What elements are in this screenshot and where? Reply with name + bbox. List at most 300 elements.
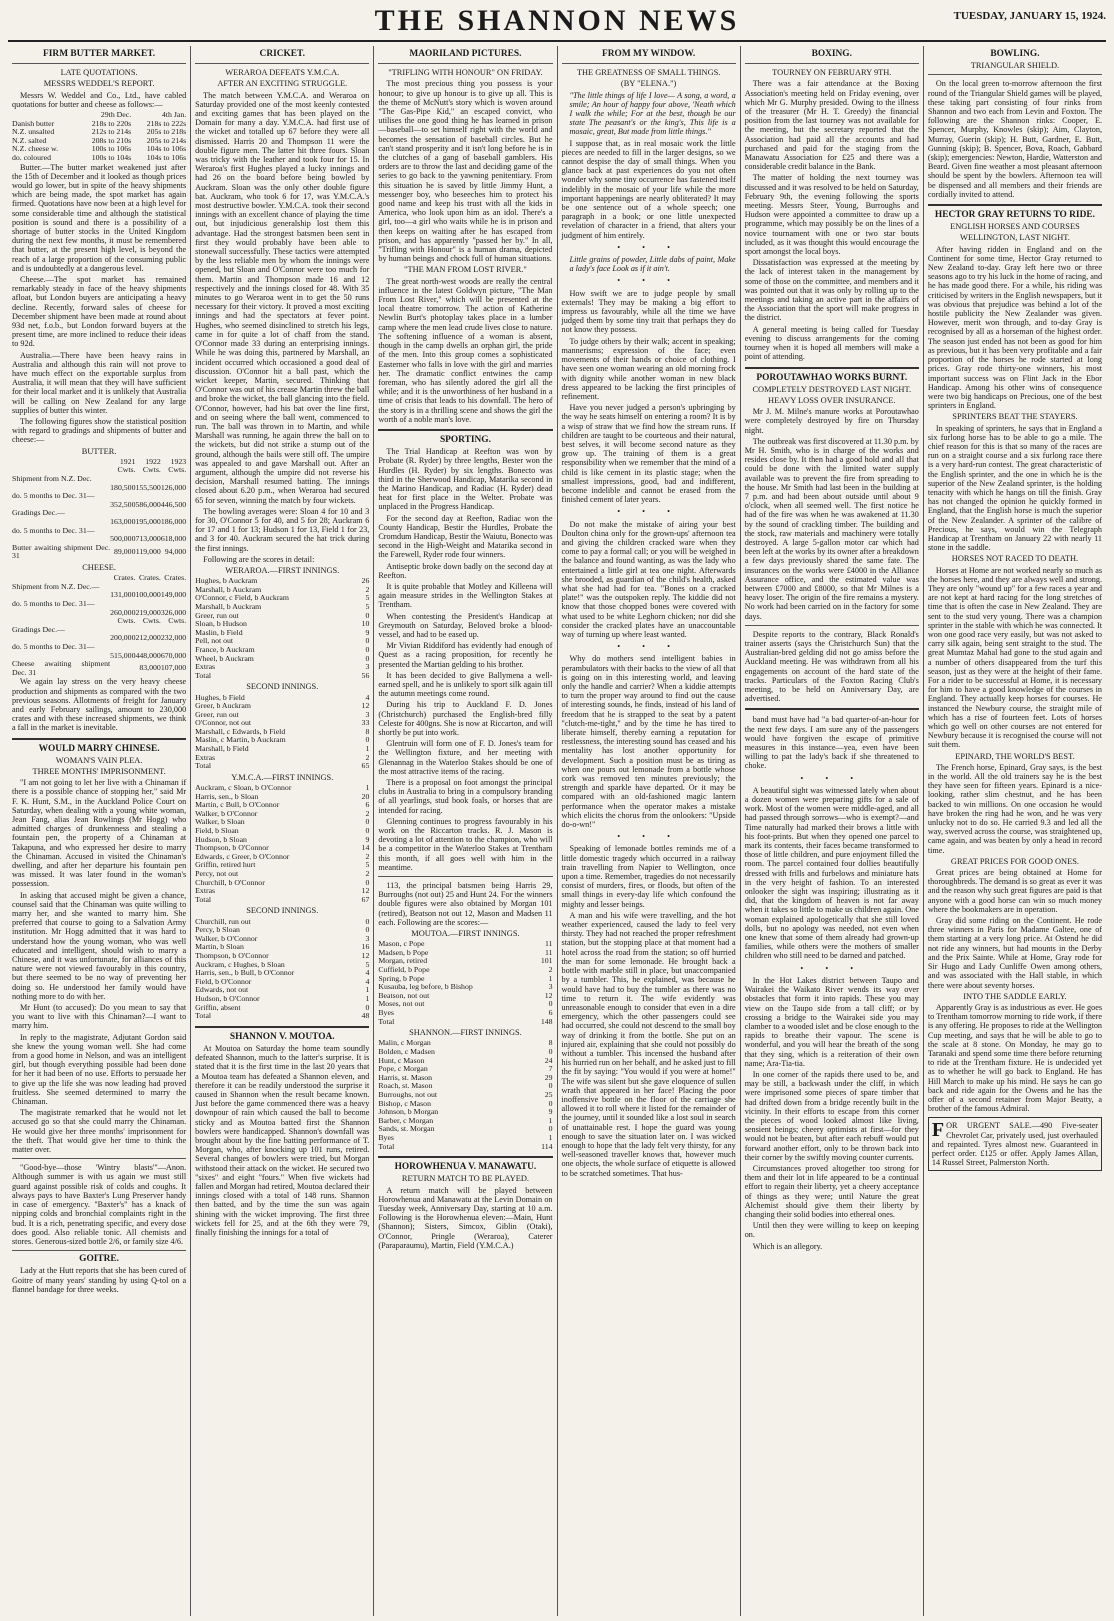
paragraph: Mr J. M. Milne's manure works at Poroutawhao were completely destroyed by fire on Thursday night. [744, 407, 919, 435]
table-cell: 3 [365, 933, 370, 943]
table-cell: 12 [544, 990, 553, 1000]
issue-date: TUESDAY, JANUARY 15, 1924. [953, 10, 1106, 22]
table-cell: Crates. [138, 573, 161, 583]
table-cell: 2 [548, 965, 553, 975]
table-cell: Martin, c Bull, b O'Connor [195, 800, 280, 810]
table-cell: 0 [365, 735, 370, 745]
headline-shannon-moutoa: SHANNON V. MOUTOA. [229, 1031, 335, 1042]
paragraph: The outbreak was first discovered at 11.30 p.m. by Mr H. Smith, who is in charge of the works and resides close by. It then had a good hold and all that could be done with the limited water supply available was to prevent the fire from spreading to the house. Mr Smith had last been in the building at 7 p.m. and had been about outside until about 9 o'clock, when all seemed well. The first notice he had of the fire was when he was awakened at 11.30 by the sound of crackling timber. The building and the stock, raw materials and machinery were totally destroyed. A large 5-gallon motor car which had been left at the works by its owner after a breakdown a few days previously shared the same fate. The insurances on the works were £4000 in the Alliance Assurance office, and the estimated value was between £7000 and £8000, so that Mr Milnes is a heavy loser. The origin of the fire remains a mystery. No work had been carried on in the factory for some days. [744, 436, 919, 621]
table-total-row [195, 896, 369, 905]
subhead: AFTER AN EXCITING STRUGGLE. [217, 79, 348, 89]
table-cell: Mason, c Pope [378, 939, 425, 949]
table-cell: 12 [361, 701, 370, 711]
table-cell: 104s to 106s [146, 144, 187, 154]
table-cell: Roach, st. Mason [378, 1081, 433, 1091]
table-cell: 1 [548, 1115, 553, 1125]
table-cell: do. 5 months to Dec. 31— [12, 598, 95, 608]
table-row [12, 544, 186, 561]
advertisement-text: Lady at the Hutt reports that she has been cured of Goitre of many years' standing by using Q-tol on a flannel bandage for three weeks. [12, 1266, 187, 1294]
headline-hector-gray: HECTOR GRAY RETURNS TO RIDE. [934, 210, 1095, 221]
table-cell: 4 [365, 692, 370, 702]
table-cell: Burroughs, not out [378, 1089, 438, 1099]
table-cell: 0 [365, 1002, 370, 1012]
paragraph: "I am not going to let her live with a Chinaman if there is a possible chance of stopping her," said Mr F. K. Hunt, S.M., in the Auckland Police Court on Saturday, when dealing with a young white woman, Jean Fang, alias Jean Rowlings (Mr Hogg) who admitted charges of drunkenness and stealing a fountain pen, the property of a Chinaman at Takapuna, and who expressed her desire to marry the Chinaman. Accused in visited the Chinaman's dwelling, and after her departure his fountain pen was missed. It was later found in the woman's possession. [12, 778, 187, 889]
headline-goitre: GOITRE. [79, 1254, 120, 1265]
table-cell: 101 [540, 956, 553, 966]
table-cell: Thompson, b O'Connor [195, 843, 269, 853]
table-cell: 1 [365, 783, 370, 793]
table-cell: Walker, b O'Connor [195, 808, 258, 818]
paragraph: A general meeting is being called for Tuesday evening to discuss arrangements for the coming tourney when it is hoped all members will make a point of attending. [744, 324, 919, 362]
table-cell: 3 [548, 982, 553, 992]
table-cell: 0 [365, 925, 370, 935]
headline-butter-market: FIRM BUTTER MARKET. [43, 49, 156, 59]
subhead: WERAROA DEFEATS Y.M.C.A. [225, 68, 340, 78]
table-cell: Sands, st. Morgan [378, 1124, 435, 1134]
table-cell: O'Connor, not out [195, 718, 252, 728]
headline-boxing: BOXING. [811, 49, 852, 59]
table-cell: 29 [544, 1072, 553, 1082]
subhead: EPINARD, THE WORLD'S BEST. [955, 751, 1075, 761]
table-cell: Auckram, c Hughes, b Sloan [195, 959, 285, 969]
table-cell: Auckram, c Sloan, b O'Connor [195, 783, 292, 793]
butter-statistics-table [12, 458, 186, 561]
table-cell: 0 [365, 636, 370, 646]
table-cell: Harris, sen., b Bull, b O'Connor [195, 968, 295, 978]
table-cell: Extras [195, 752, 216, 762]
paragraph: For the second day at Reefton, Radiac won the County Handicap, Bestir the Hurdles, Probate the Cromdum Handicap, Bestir the Waiutu, Bonecto was second in the High-Weight and Matarika second in the Farewell, Ryder rode four winners. [378, 513, 553, 560]
paragraph: Mr Hunt (to accused): Do you mean to say that you want to live with this Chinaman?—I want to marry him. [12, 1003, 187, 1031]
table-cell: N.Z. unsalted [12, 127, 55, 137]
table-heading: MOUTOA.—FIRST INNINGS. [411, 929, 520, 939]
column-2 [191, 46, 374, 1616]
table-cell: Griffin, retired hurt [195, 860, 256, 870]
paragraph: The bowling averages were: Sloan 4 for 10 and 3 for 30, O'Connor 5 for 40, and 5 for 28; Auckram 6 for 17 and 1 for 13; Hudson 1 for 13, Field 1 for 23, and 3 for 40. Auckram secured the hat trick during the first innings. [195, 506, 370, 553]
table-cell: O'Connor, c Field, b Auckram [195, 593, 289, 603]
table-cell: Marshall, b Auckram [195, 584, 262, 594]
paragraph: There is a proposal on foot amongst the principal clubs in Australia to bring in a compulsory branding of all yearlings, stud book foals, or horses that are intended for racing. [378, 778, 553, 815]
table-cell: 0 [365, 826, 370, 836]
dateline: WELLINGTON, LAST NIGHT. [960, 233, 1070, 243]
table-total-row [378, 1143, 552, 1152]
table-cell: do. 5 months to Dec. 31— [12, 525, 95, 535]
table-cell: 186,000 [160, 517, 187, 527]
divider [195, 1026, 369, 1028]
table-cell: 7 [548, 1064, 553, 1074]
headline-poroutawhao-fire: POROUTAWHAO WORKS BURNT. [756, 372, 908, 383]
table-cell: Crates. [113, 573, 136, 583]
subhead: THE GREATNESS OF SMALL THINGS. [576, 68, 721, 78]
table-cell: 119,000 [135, 547, 161, 557]
paragraph: After having ridden in England and on the Continent for some time, Hector Gray returned to New Zealand to-day. Gray left here two or three seasons ago to try his luck in the home of racing, and he has made good there. For a while, his riding was criticised by writers in the English newspapers, but it was obvious that prejudice was behind a lot of the hostile publicity the New Zealander was given. However, merit won through, and to-day Gray is recognised by all as a horseman of the highest order. The season just ended has not been as good for him as previous, but it has been very profitable and a fair proportion of the horses he rode started at long prices. Gray rode thirty-one winners, his most important success was on Flint Jack in the Ebor Handicap. Among his other wins of consequence were two big handicaps on Precious, one of the best sprinters in England. [927, 244, 1103, 411]
table-cell: 107,000 [160, 663, 187, 673]
table-cell: Total [195, 894, 212, 904]
paragraph: Speaking of lemonade bottles reminds me of a little domestic tragedy which occurred in a railway train travelling from Napier to Wellington, once upon a time. Remember, tragedies do not necessarily consist of murders, fires, or floods, but often of the small things in every-day life which confound the mighty and lesser beings. [561, 844, 736, 909]
table-cell: Hudson, b O'Connor [195, 993, 260, 1003]
table-cell: Field, b O'Connor [195, 976, 252, 986]
table-cell: Churchill, b O'Connor [195, 877, 265, 887]
section-break: • • • [617, 642, 680, 652]
classified-advertisement [928, 1117, 1102, 1171]
table-row [378, 1009, 552, 1018]
headline-cricket: CRICKET. [259, 49, 305, 59]
table-cell: 8 [548, 1038, 553, 1048]
table-cell: 713,000 [135, 534, 161, 544]
divider [195, 63, 369, 64]
table-cell: 126,000 [160, 482, 187, 492]
table-cell: do. 5 months to Dec. 31— [12, 641, 95, 651]
divider [745, 708, 919, 710]
table-cell: do. coloured [12, 152, 51, 162]
table-cell: 9 [365, 834, 370, 844]
table-cell: 67 [361, 894, 370, 904]
table-cell: 232,000 [160, 633, 187, 643]
paragraph: It is quite probable that Motley and Killeena will again measure strides in the Wellington Stakes at Trentham. [378, 581, 553, 610]
table-cell: 12 [361, 886, 370, 896]
byline: (BY "ELENA.") [620, 79, 677, 89]
table-cell: 9 [548, 1107, 553, 1117]
table-cell: 5 [365, 593, 370, 603]
divider [378, 429, 552, 431]
table-cell: 352,500 [110, 499, 136, 509]
table-cell: 1 [365, 993, 370, 1003]
table-row [12, 660, 186, 677]
scorecard-weraroa-1 [195, 577, 369, 680]
column-4 [558, 46, 741, 1616]
table-heading: Y.M.C.A.—FIRST INNINGS. [231, 772, 334, 782]
table-cell: Extras [195, 662, 216, 672]
scorecard-moutoa [378, 940, 552, 1026]
table-cell: Gradings Dec.— [12, 508, 65, 518]
table-cell: Bishop, c Mason [378, 1098, 431, 1108]
table-cell: 9 [365, 627, 370, 637]
table-cell: Total [195, 1011, 212, 1021]
table-cell: 12 [361, 950, 370, 960]
table-cell: 8 [365, 726, 370, 736]
subhead: "TRIFLING WITH HONOUR" ON FRIDAY. [388, 68, 543, 78]
table-cell: France, b Auckram [195, 644, 255, 654]
paragraph: Glentruin will form one of F. D. Jones's team for the Wellington fixture, and her meeting with Glenannag in the Waterloo Stakes should be one of the most attractive items of the racing. [378, 739, 553, 776]
subhead: COMPLETELY DESTROYED LAST NIGHT. [752, 384, 912, 394]
table-cell: Byes [378, 1132, 394, 1142]
divider [12, 63, 186, 64]
table-heading: SECOND INNINGS. [246, 906, 319, 916]
table-cell: 1 [548, 973, 553, 983]
paragraph: Dissatisfaction was expressed at the meeting by the lack of interest taken in the management by some of those on the committee, and members and it was pointed out that it was only by rolling up to the meetings and taking an active part in the affairs of the Association that the sport will make progress in the district. [744, 258, 919, 323]
table-total-row [378, 1018, 552, 1027]
table-cell: 218s to 220s [91, 118, 132, 128]
table-cell: Edwards, c Greer, b O'Connor [195, 851, 290, 861]
paragraph: Antiseptic broke down badly on the second day at Reefton. [378, 561, 553, 580]
divider [928, 74, 1102, 75]
table-cell: 163,000 [110, 517, 136, 527]
table-heading: WERAROA.—FIRST INNINGS. [225, 565, 340, 575]
table-cell: 4 [365, 968, 370, 978]
table-cell: 2 [365, 851, 370, 861]
table-cell: Extras [195, 886, 216, 896]
table-cell: Greer, run out [195, 610, 239, 620]
table-cell: Butter awaiting shipment Dec. 31 [12, 542, 111, 561]
paragraph: band must have had "a bad quarter-of-an-hour for the next few days. I am sure any of the passengers would have forgiven the escape of primitive measures in this instance—yea, even have been willing to pat the lady's back if she threatened to choke. [744, 715, 919, 771]
table-cell: 618,000 [160, 534, 187, 544]
table-cell: Walker, b O'Connor [195, 933, 258, 943]
paragraph: The magistrate remarked that he would not let accused go so that she could marry the Chinaman. He would give her three months' imprisonment for the theft. That would give her time to think the matter over. [12, 1108, 187, 1155]
table-cell: 100s to 106s [91, 144, 132, 154]
table-cell: 180,500 [110, 482, 136, 492]
table-row [12, 154, 186, 163]
table-row [378, 1125, 552, 1134]
table-cell: 515,000 [110, 650, 136, 660]
verse: "The little things of life I love— A song, a word, a smile; An hour of happy four above, 'Neath which I walk the while; For at the best, though be our state The peasant's or the king's, This life is a mosaic, great, But made from little things." [569, 90, 736, 137]
table-cell: Hudson, b Sloan [195, 834, 247, 844]
table-cell: Crates. [164, 573, 187, 583]
table-cell: 10 [361, 619, 370, 629]
table-cell: 5 [365, 601, 370, 611]
paragraph: Following are the scores in detail: [203, 554, 315, 564]
headline-maoriland-pictures: MAORILAND PICTURES. [409, 49, 522, 59]
paragraph: A man and his wife were travelling, and the hot weather experienced, caused the lady to feel very thirsty. They had not reached the proper refreshment station, but the stopping place at that moment had a hotel across the road from the station; so off hurried the man for some lemonade. He brought back a bottle with marble still in place, but unaccompanied by a tumbler. This, he explained, was because he would have had to buy the tumbler as there was no time to return it. The wife evidently was unreasonable enough to consider that even in a dire emergency, which the other passengers could see had occurred, she could not descend to the small boy way of drinking it from the bottle. She put on an injured air, explaining that she could not possibly do without a tumbler. This incensed the husband after his hurried run on her behalf, and he asked just to fill the fit by saying: "You would if you were at home!" The wife was silent but she gave eloquence of sullen wrath that appeared in her face! Placing the poor inoffensive bottle on the floor of the carriage she allowed it to roll where it listed for the remainder of the journey, until it sounded like a lost soul in search of unattainable rest. I hope the guard was young enough to save the situation later on. I was wicked enough to hope that the lady felt very thirsty, for any well-seasoned traveller knows that, however much one objects, the whole surface of etiquette is allowed to be scratched sometimes. That hus- [561, 910, 736, 1178]
paragraph: The great north-west woods are really the central influence in the latest Goldwyn picture, "The Man From Lost River," which will be presented at the local theatre tomorrow. The action of Katherine Newlin Burt's photoplay takes place in a lumber camp where the men lead crude lives close to nature. The softening influence of a woman is absent, though in the camp dwells an orphan girl, the pride of the men. Into this group comes a sophisticated Easterner who falls in love with the girl and marries her. The dramatic conflict entwines the camp foreman, who has silently adored the girl all the while; and it is the unworthiness of her husband in a time of crisis that leads to his downfall. The hero of the story is in a thrilling scene and shows the girl the worth of a noble man's love. [378, 276, 553, 424]
table-cell [110, 660, 135, 677]
subhead: GREAT PRICES FOR GOOD ONES. [950, 856, 1079, 866]
table-cell: 3 [365, 662, 370, 672]
table-cell: 149,000 [160, 590, 187, 600]
section-break: • • • [800, 963, 864, 973]
table-cell: 89,000 [114, 547, 136, 557]
table-cell: 114 [541, 1141, 553, 1151]
table-cell: 14 [361, 843, 370, 853]
table-cell: 0 [548, 1047, 553, 1057]
table-cell: Gradings Dec.— [12, 624, 65, 634]
paragraph: Australia.—There have been heavy rains in Australia and although this rain will not prove to have much effect on the exportable surplus from Australia, it will mean that they will have sufficient for their local market and it is unlikely that Australia will be calling on New Zealand for any large supplies of butter this winter. [12, 350, 187, 415]
butter-quotes-table [12, 111, 186, 163]
table-cell: Cwts. [142, 465, 161, 475]
column-1 [8, 46, 191, 1616]
table-cell: 1 [365, 985, 370, 995]
paragraph: The French horse, Epinard, Gray says, is the best in the world. All the old trainers say he is the best they have seen for fifteen years. Epinard is a nice-looking, rather slim chestnut, and he has been backed to win millions. On one occasion he would have broken the ring had he won, and he was very unlucky not to do so. He carried 9.3 and led all the way, swerved across the course, was straightened up, came again, and was beaten by only a head in record time. [927, 762, 1103, 855]
table-row [195, 655, 369, 664]
scorecard-weraroa-2 [195, 694, 369, 771]
table-cell: 0 [365, 610, 370, 620]
table-cell: Moses, not out [378, 999, 425, 1009]
paragraph: The match between Y.M.C.A. and Weraroa on Saturday provided one of the most keenly contested and exciting games that has been played on the Domain for many a day. Y.M.C.A. had first use of the wicket and totalled up 67 before they were all dismissed. Harris 20 and Thompson 11 were the double figure men. The latter hit three fours. Sloan was tricky with the leather and took four for 15. In Weraroa's first Hughes played a lucky innings and had 26 on the board before being bowled by Auckram. Sloan was the only other double figure bat. Auckram, who took 6 for 17, was Y.M.C.A.'s most destructive bowler. Y.M.C.A. took their second innings with an excellent chance of playing the time out, but injudicious generalship lost them this advantage. Had the strongest batsmen been sent in first they would probably have been able to stonewall successfully. These tactics were attempted by the less reliable men by whom the innings were opened, but Sloan and O'Connor were too much for them. Martin and Thompson made 16 and 12 respectively and the innings closed for 48. With 35 minutes to go Weraroa went in to get the 50 runs necessary for their victory. It proved a most exciting innings and had the spectators at fever point. Hughes, who seemed disinclined to stretch his legs, came in for quite a lot of chaff from the stand. O'Connor made 33 during an enterprising innings. While he was doing this, partnered by Marshall, an incident occurred which occasioned a good deal of discussion. O'Connor hit a ball past, which the wicket keeper, Martin, secured. Thinking that O'Connor was out of his crease Martin threw the ball and broke the wicket, the ball glancing into the field. O'Connor, however, had his bat over the line first, and on seeing where the ball went, commenced to run. The ball was thrown in to Martin, and while Marshall was running, he again threw the ball on to the wickets, but did not strike a stump out of the ground, although the bails were still off. The umpire was appealed to and gave Marshall out. After an argument, although the umpire did not reverse his decision, Marshall resumed batting. The innings closed about 6.20 p.m., when Weraroa had secured 65 for seven, winning the match by four wickets. [195, 90, 370, 505]
table-cell: Maslin, b Field [195, 627, 243, 637]
divider [928, 204, 1102, 206]
divider [745, 63, 919, 64]
table-cell: Cuffield, b Pope [378, 965, 430, 975]
table-cell: 131,000 [110, 590, 136, 600]
divider [745, 367, 919, 369]
table-cell: N.Z. cheese w. [12, 144, 59, 154]
table-cell: Churchill, run out [195, 916, 251, 926]
paragraph: Gray did some riding on the Continent. He rode three winners in Paris for Madame Galtee, one of them starting at a very long price. At Ostend he did not ride any winners, but had mounts in the Derby and the Prix Sainte. While at Home, Gray rode for Sir Hugo and Lady Cunliffe Owen among others, and was associated with the Hall stable, in which there were about seventy horses. [927, 916, 1103, 990]
scorecard-shannon [378, 1039, 552, 1151]
paragraph: Do not make the mistake of airing your best Doulton china only for the grown-ups' afternoon tea and giving the children cracked ware when they come to pay a formal call; or you will be weighed in the balance and found wanting, as was the lady who entertained a little girl at tea one night. Afterwards she brooded, as guardian of the child's health, asked what she had had for tea. "Bones on a cracked plate!" was the outspoken reply. The kiddie did not know that those chopped bones were covered with what used to be white Leghorn chicken; nor did she consider the cracked plates have an unaccountable way of turning up where least wanted. [561, 519, 736, 639]
paragraph: Which is an allegory. [752, 1241, 823, 1251]
paragraph: The matter of holding the next tourney was discussed and it was resolved to be held on Saturday, February 9th, the evening following the sports meeting. Messrs Steer, Young, Burroughs and Hudson were appointed a committee to draw up a programme, which may possibly be on the lines of a novice tournament with one or two star bouts included, as it was thought this would encourage the sport amongst the local boys. [744, 173, 919, 257]
table-cell: 0 [548, 999, 553, 1009]
scorecard-ymca-2 [195, 918, 369, 1021]
table-cell: Byes [378, 1008, 394, 1018]
table-row [195, 663, 369, 672]
table-cell: 1921 [119, 456, 136, 466]
masthead [8, 0, 1106, 42]
paragraph: To judge others by their walk; accent in speaking; mannerisms; expression of the face; even movements of their hands or choice of clothing. I have seen one woman wearing an old morning frock with dignity while another woman in new black dress appeared to be lacking the first principles of refinement. [561, 336, 736, 401]
table-heading: CHEESE. [82, 563, 116, 572]
table-cell: Total [378, 1141, 395, 1151]
paragraph: Horses at Home are not worked nearly so much as the horses here, and they are always well and strong. They are only "wound up" for a few races a year and are not kept at hard racing for the long stretches of time that is often the case in New Zealand. They are sent to the stud very young. There was a champion sprinter in the stable with which he was connected. It won one good race very easily, but was not asked to carry silk again, being sent straight to the stud. The great Mumtaz Mahal had gone to the stud again and a number of others disappeared from the turf this season, just as they were at the height of their fame. For a rider to be successful at Home, it is necessary for him to have a good knowledge of the courses in England. They actually keep horses for courses. He instanced the Newbury course, the straight mile of which has a rise of fourteen feet. Lots of horses which go well on other courses are not entered for Newbury because it is recognised the course will not suit them. [927, 565, 1103, 750]
table-heading: SHANNON.—FIRST INNINGS. [409, 1028, 522, 1038]
newspaper-title: THE SHANNON NEWS [374, 4, 740, 37]
table-cell: 0 [365, 916, 370, 926]
verse: Little grains of powder, Little dabs of paint, Make a lady's face Look as if it ain't. [569, 255, 736, 274]
table-cell: Total [195, 761, 212, 771]
table-cell: Greer, run out [195, 709, 239, 719]
table-cell: 25 [544, 1089, 553, 1099]
scorecard-ymca-1 [195, 784, 369, 904]
table-cell: 5 [365, 860, 370, 870]
table-cell: Spring, b Pope [378, 973, 425, 983]
column-5 [741, 46, 924, 1616]
table-cell: 6 [365, 800, 370, 810]
divider [562, 63, 736, 64]
paragraph: Despite reports to the contrary, Black Ronald's trainer asserts (says the Christchurch Sun) that the Australian-bred gelding did not go amiss before the Auckland meeting. He was withdrawn from all his engagements on account of the hard state of the tracks. Particulars of the Foxton Racing Club's meeting, to be held on Anniversary Day, are advertised. [744, 629, 919, 704]
table-cell: 448,000 [135, 650, 161, 660]
paragraph: Have you never judged a person's upbringing by the way he seats himself on entering a room? It is by a wisp of straw that we find how the stream runs. If children are taught to be courteous and their natural, best selves, it will become second nature as they grow up. The training of them is a great responsibility when we remember that the mind of a child is like cement in its plastic stage; when the smallest impressions, good, bad and indifferent, become indelible and cannot be erased from the finished cement of later years. [561, 403, 736, 505]
table-cell: 2 [365, 752, 370, 762]
table-cell: Cwts. [117, 616, 136, 626]
subhead: HORSES NOT RACED TO DEATH. [951, 554, 1079, 564]
table-heading: BUTTER. [81, 446, 117, 456]
table-cell: 2 [365, 868, 370, 878]
table-cell: Cwts. [117, 465, 136, 475]
table-cell: 3 [365, 709, 370, 719]
subhead: "THE MAN FROM LOST RIVER." [404, 265, 527, 275]
table-cell: 104s to 106s [146, 152, 187, 162]
cheese-statistics-table [12, 574, 186, 677]
table-cell: Maslin, c Martin, b Auckram [195, 735, 286, 745]
table-cell: Greer, b Auckram [195, 701, 251, 711]
table-row [378, 1134, 552, 1143]
advertisement-text: "Good-bye—those 'Wintry blasts'"—Anon. Although summer is with us again we must still guard against possible risk of colds and coughs. It always pays to have Baxter's Lung Preserver handy in case of emergency. "Baxter's" has a knack of nipping colds and bronchial complaints right in the bud. It is a rich, penetrating specific, and every dose does good. Also reliable tonic. All chemists and stores. Generous-sized bottle 2/6, or family size 4/6. [12, 1163, 187, 1246]
divider [12, 738, 186, 740]
table-cell: 33 [361, 718, 370, 728]
table-cell: 29th Dec. [100, 110, 132, 120]
subhead: WOMAN'S VAIN PLEA. [55, 755, 143, 765]
table-row [195, 879, 369, 888]
paragraph: During his trip to Auckland F. D. Jones (Christchurch) purchased the English-bred filly Celeste for 400gns. She is now at Riccarton, and will shortly be put into work. [378, 700, 553, 738]
table-cell: 2 [365, 584, 370, 594]
table-cell [12, 609, 110, 618]
paragraph: There was a fair attendance at the Boxing Association's meeting held on Friday evening, over which Mr G. Murphy presided. Owing to the illness of the treasurer (Mr H. T. Greedy) the financial position from the last tourney was not available for the meeting, but the secretary reported that the Association had paid all the accounts and had purchased and paid for the staging from the Manawatu Association for £25 and there was a considerable credit balance in the Bank. [744, 79, 919, 172]
headline-horowhenua-manawatu: HOROWHENUA V. MANAWATU. [394, 1162, 537, 1173]
table-cell: 24 [544, 1055, 553, 1065]
paragraph: In the Hot Lakes district between Taupo and Wairakei the Waikato River wends its way over obstacles that form it into rapids. These you may view on the Taupo side from a tall cliff; or by crossing a bridge to the Wairakei side you may clamber to a wooded islet and be close enough to the rapids to breathe their vapour. The scene is wonderful, and you will hear the breath of the song that they sing, which is a reiteration of their own name; Ara-Tia-tia. [744, 975, 919, 1068]
table-cell: Cheese awaiting shipment Dec. 31 [12, 659, 111, 677]
table-cell: 326,000 [160, 607, 187, 617]
paragraph: It has been decided to give Ballymena a well-earned spell, and he is unlikely to sport silk again till the autumn meetings come round. [378, 670, 553, 699]
divider [378, 1156, 552, 1158]
table-cell: 26 [361, 576, 370, 586]
table-cell: Thompson, b O'Connor [195, 950, 269, 960]
paragraph: In one corner of the rapids there used to be, and may be still, a backwash under the cliff, in which were imprisoned some pieces of spare timber that had drifted down from a bridge recently built in the vicinity. In their efforts to escape from this corner the pieces of wood looked almost like living, sensient beings; cheery optimists at first—for they would not be beaten, but after each rebuff would put forward another effort, only to be thrown back into their corner by the swiftly moving counter currents. [744, 1069, 919, 1162]
subhead: HEAVY LOSS OVER INSURANCE. [768, 395, 896, 405]
table-cell: Morgan, retired [378, 956, 428, 966]
table-cell: 205s to 218s [146, 127, 187, 137]
table-cell: Griffin, absent [195, 1002, 241, 1012]
table-cell: 208s to 210s [91, 135, 132, 145]
table-cell: 83,000 [139, 663, 161, 673]
table-cell: Cwts. [142, 616, 161, 626]
section-break: • • • [800, 773, 864, 783]
column-3 [374, 46, 557, 1616]
paragraph: In speaking of sprinters, he says that in England a six furlong horse has to be able to go a mile. The chief reason for this is that so many of the races are run on a straight course and a six furlong race there is a very hard-run contest. The great characteristic of the English sprinter, and the one in which he is the superior of the New Zealand sprinter, is the holding tenacity with which he hangs on till the finish. Gray has not changed the opinion he quickly formed in England, that the English horse is much the superior of the New Zealander. A sprinter of the calibre of Precious, he says, would win the Telegraph Handicap at Trentham on January 22 with nearly 11 stone in the saddle. [927, 423, 1103, 553]
table-cell: Martin, b Sloan [195, 942, 244, 952]
table-row [195, 745, 369, 754]
paragraph: Apparently Gray is as industrious as ever. He goes to Trentham tomorrow morning to ride work, if there is any offering. He proposes to ride at the Wellington Cup meeting, and says that he will be able to go to the scale at 8 stone. On Monday, he may go to Taranaki and spend some time there before returning to ride at the Trentham fixture. He is undecided yet as to whether he will go back to England. He has Hill March to make up his mind. He says he can go back and ride again for the Owens and he has the offer of a second retainer from Major Beatty, a brother of the famous Admiral. [927, 1002, 1103, 1114]
table-cell: Marshall, c Edwards, b Field [195, 726, 286, 736]
table-cell: 0 [365, 644, 370, 654]
table-cell: 205s to 214s [146, 135, 187, 145]
subhead: SPRINTERS BEAT THE STAYERS. [952, 412, 1078, 422]
table-heading: SECOND INNINGS. [246, 682, 319, 692]
paragraph: Butter.—The butter market weakened just after the 15th of December and it looked as though prices would go lower, but in spite of the heavy shipments which are being made, the spot market has again firmed. Quotations have now been at a high level for some considerable time and although the statistical position is sound and there is a possibility of a shortage of butter stocks in the United Kingdom during the next few months, it must be remembered that butter, at the present high level, is beyond the reach of a large proportion of the consuming public and is undoubtedly at a dangerous level. [12, 162, 187, 273]
table-cell: Danish butter [12, 118, 55, 128]
table-cell: 5 [365, 959, 370, 969]
table-cell: 1 [365, 744, 370, 754]
paragraph: A beautiful sight was witnessed lately when about a dozen women were preparing gifts for a sale of work. Most of the women were middle-aged, and all had passed through sorrows—who is exempt?—and Time naturally had marked their brows a little with his foot-prints. But when they opened one parcel to mark its contents, their faces became transformed to those of little children, and pure enjoyment filled the room. The parcel contained four dollies beautifully dressed with frills and furbelows and miniature hats in the very height of fashion. To an interested onlooker the sight was inspiring; illustrating as it did, that the kingdom of heaven is not far away when it takes so little to make us children again. One woman explained apologetically that she still loved dolls, but no apology was needed, not even when one knew that some of them already had grown-up families, while others were the mothers of smaller children who still need to be darned and patched. [744, 785, 919, 961]
paragraph: Why do mothers send intelligent babies in perambulators with their backs to the view of all that is going on in this interesting world, and leaving only the handle and carrier? When a kiddie attempts to turn the proper way around to find out the cause of interesting sounds, he finds, instead of his land of freedom that he is strapped to the seat by a patent "clutch-me-tight," and by the time he has tired to liberate himself, thereby earning a reputation for restlessness, the interesting sound has ceased and his mentality has lost another opportunity for development. Such a position must be as tiring as when one pours out lemonade from a bottle whose cork was removed ten minutes previously; the strength and sparkle have departed. Or it may be compared with an old-fashioned magic lantern performance when the operator makes a mistake which elicits the chorus from the onlookers: "Upside do-o-wn!" [561, 654, 736, 830]
subhead: TRIANGULAR SHIELD. [970, 61, 1060, 71]
column-6 [924, 46, 1106, 1616]
table-cell: 0 [548, 1098, 553, 1108]
table-cell: 500,000 [110, 534, 136, 544]
headline-sporting: SPORTING. [439, 434, 491, 445]
table-cell: Marshall, b Auckram [195, 601, 262, 611]
table-cell: Harris, sen., b Sloan [195, 791, 259, 801]
table-cell: N.Z. salted [12, 135, 47, 145]
table-cell: Bolden, c Madsen [378, 1047, 435, 1057]
table-cell: 446,500 [160, 499, 187, 509]
paragraph: The most precious thing you possess is your honour; to give up honour is to give up all. This is the theme of McNutt's story which is woven around "The Gas-Pipe Kid," an escaped convict, who utilises the one good thing he has learned in prison—baseball—to set himself right with the world and becomes the sensation of baseball circles. But he can't stand prosperity and it isn't long before he is in the clutches of a gang of baseball gamblers. His orders are to throw the last and deciding game of the series to go back to the yawning penitentiary. From this situation he is saved by little Jimmy Hunt, a messenger boy, who beseeches him to protect his good name and keep his trust with all the kids in America, who look upon him as an idol. There's a girl, too—a girl who waits while he is in prison and then keeps on waiting after he has escaped from prison, and has apparently "passed her by." In all, "Trifling with Honour" is a human drama, depicted by human beings and chock full of human situations. [378, 79, 553, 264]
paragraph: Great prices are being obtained at Home for thoroughbreds. The demand is so great as ever it was and the reason why such great figures are paid is that anyone with a good horse can win so much money where the bookmakers are in operation. [927, 868, 1103, 914]
table-cell: 4th Jan. [161, 110, 187, 120]
table-cell: Hughes, b Field [195, 692, 245, 702]
paragraph: We again lay stress on the very heavy cheese production and shipments as compared with the two previous seasons. Allotments of freight for January and early February sailings, amount to 230,000 crates and with these increased shipments, we think a fall in the market is inevitable. [12, 677, 187, 733]
subhead: LATE QUOTATIONS. [60, 68, 138, 78]
table-cell: 48 [361, 1011, 370, 1021]
table-total-row [195, 762, 369, 771]
paragraph: In asking that accused might be given a chance, counsel said that the Chinaman was quite willing to marry her, and she wanted to marry him. She preferred that course to going to a Salvation Army institution. Mr Hogg admitted that it was hard to understand how the young woman, who was well educated and intelligent, should wish to marry a Chinese, and it was unfortunate, for alliances of this nature were not viewed favourably in this country, but there seemed to be no way of preventing her doing so. He understood her family would have nothing more to do with her. [12, 890, 187, 1001]
table-cell: Harris, st. Mason [378, 1072, 433, 1082]
subhead: TOURNEY ON FEBRUARY 9TH. [772, 68, 892, 78]
table-cell: 6 [548, 1008, 553, 1018]
table-cell: 218s to 222s [146, 118, 187, 128]
table-cell: 586,000 [135, 499, 161, 509]
paragraph: 113, the principal batsmen being Harris 29, Burroughs (not out) 25 and Hunt 24. For the winners double figures were also obtained by Morgan 101 (retired), Beatson not out 12, Mason and Madsen 11 each. Following are the scores:— [378, 881, 553, 927]
table-total-row [195, 672, 369, 681]
table-cell: 670,000 [160, 650, 187, 660]
table-cell: Hughes, b Auckram [195, 576, 258, 586]
table-cell: Total [378, 1016, 395, 1026]
paragraph: Until then they were willing to keep on keeping on. [744, 1221, 919, 1240]
table-cell: 94,000 [164, 547, 187, 557]
divider [12, 1158, 186, 1159]
headline-marry-chinese: WOULD MARRY CHINESE. [38, 743, 160, 754]
divider [12, 1250, 186, 1251]
table-cell: Shipment from N.Z. Dec.— [12, 581, 100, 591]
table-row [195, 1004, 369, 1013]
